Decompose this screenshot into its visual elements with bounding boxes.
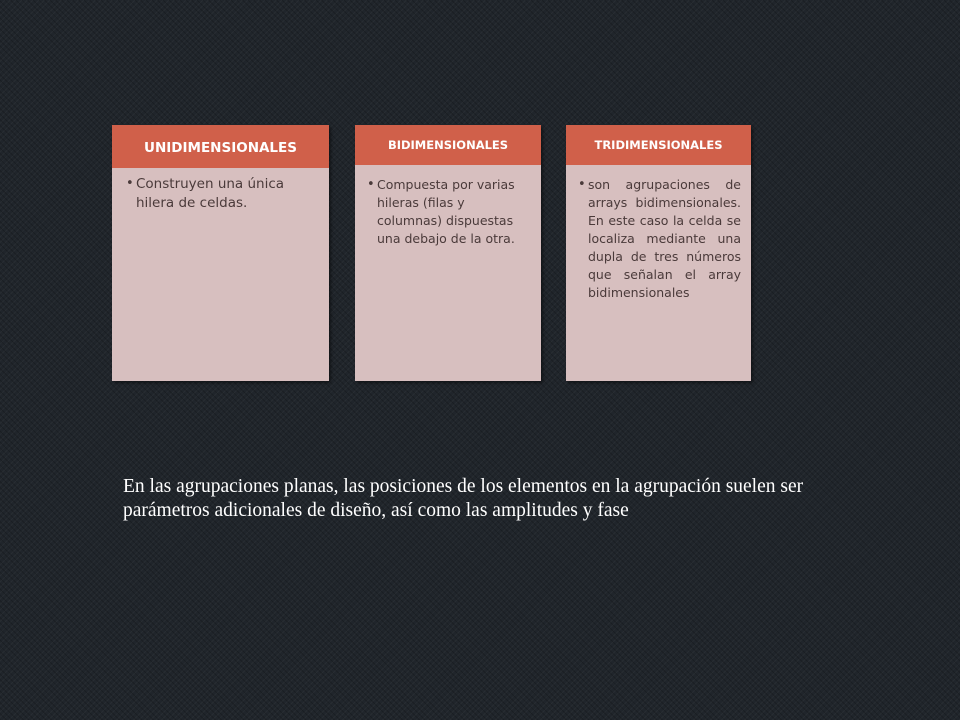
slide-caption: En las agrupaciones planas, las posiciones de los elementos en la agrupación suelen ser parámetros adicionales de diseño, así como las amplitudes y fase bbox=[123, 476, 804, 521]
card-body bbox=[112, 168, 329, 213]
bullet-dot-icon: • bbox=[367, 177, 375, 192]
card-title: TRIDIMENSIONALES bbox=[594, 138, 723, 152]
bullet-dot-icon: • bbox=[578, 177, 586, 192]
bullet-text: Construyen una única hilera de celdas. bbox=[136, 176, 285, 211]
card-title: UNIDIMENSIONALES bbox=[144, 139, 297, 156]
card-tridimensionales bbox=[566, 125, 751, 381]
card-unidimensionales bbox=[112, 125, 329, 381]
card-bidimensionales bbox=[355, 125, 541, 381]
bullet-item bbox=[126, 175, 319, 213]
card-header bbox=[566, 125, 751, 165]
card-header bbox=[355, 125, 541, 165]
card-body bbox=[566, 165, 751, 302]
bullet-item bbox=[367, 176, 531, 248]
card-body bbox=[355, 165, 541, 248]
card-header bbox=[112, 125, 329, 168]
bullet-item bbox=[578, 176, 741, 302]
card-title: BIDIMENSIONALES bbox=[387, 138, 509, 152]
bullet-text: Compuesta por varias hileras (filas y columnas) dispuestas una debajo de la otra. bbox=[377, 177, 515, 246]
bullet-text: son agrupaciones de arrays bidimensionales. En este caso la celda se localiza mediante una dupla de tres números que señalan el array bidimensionales bbox=[588, 177, 741, 300]
bullet-dot-icon: • bbox=[126, 176, 134, 191]
